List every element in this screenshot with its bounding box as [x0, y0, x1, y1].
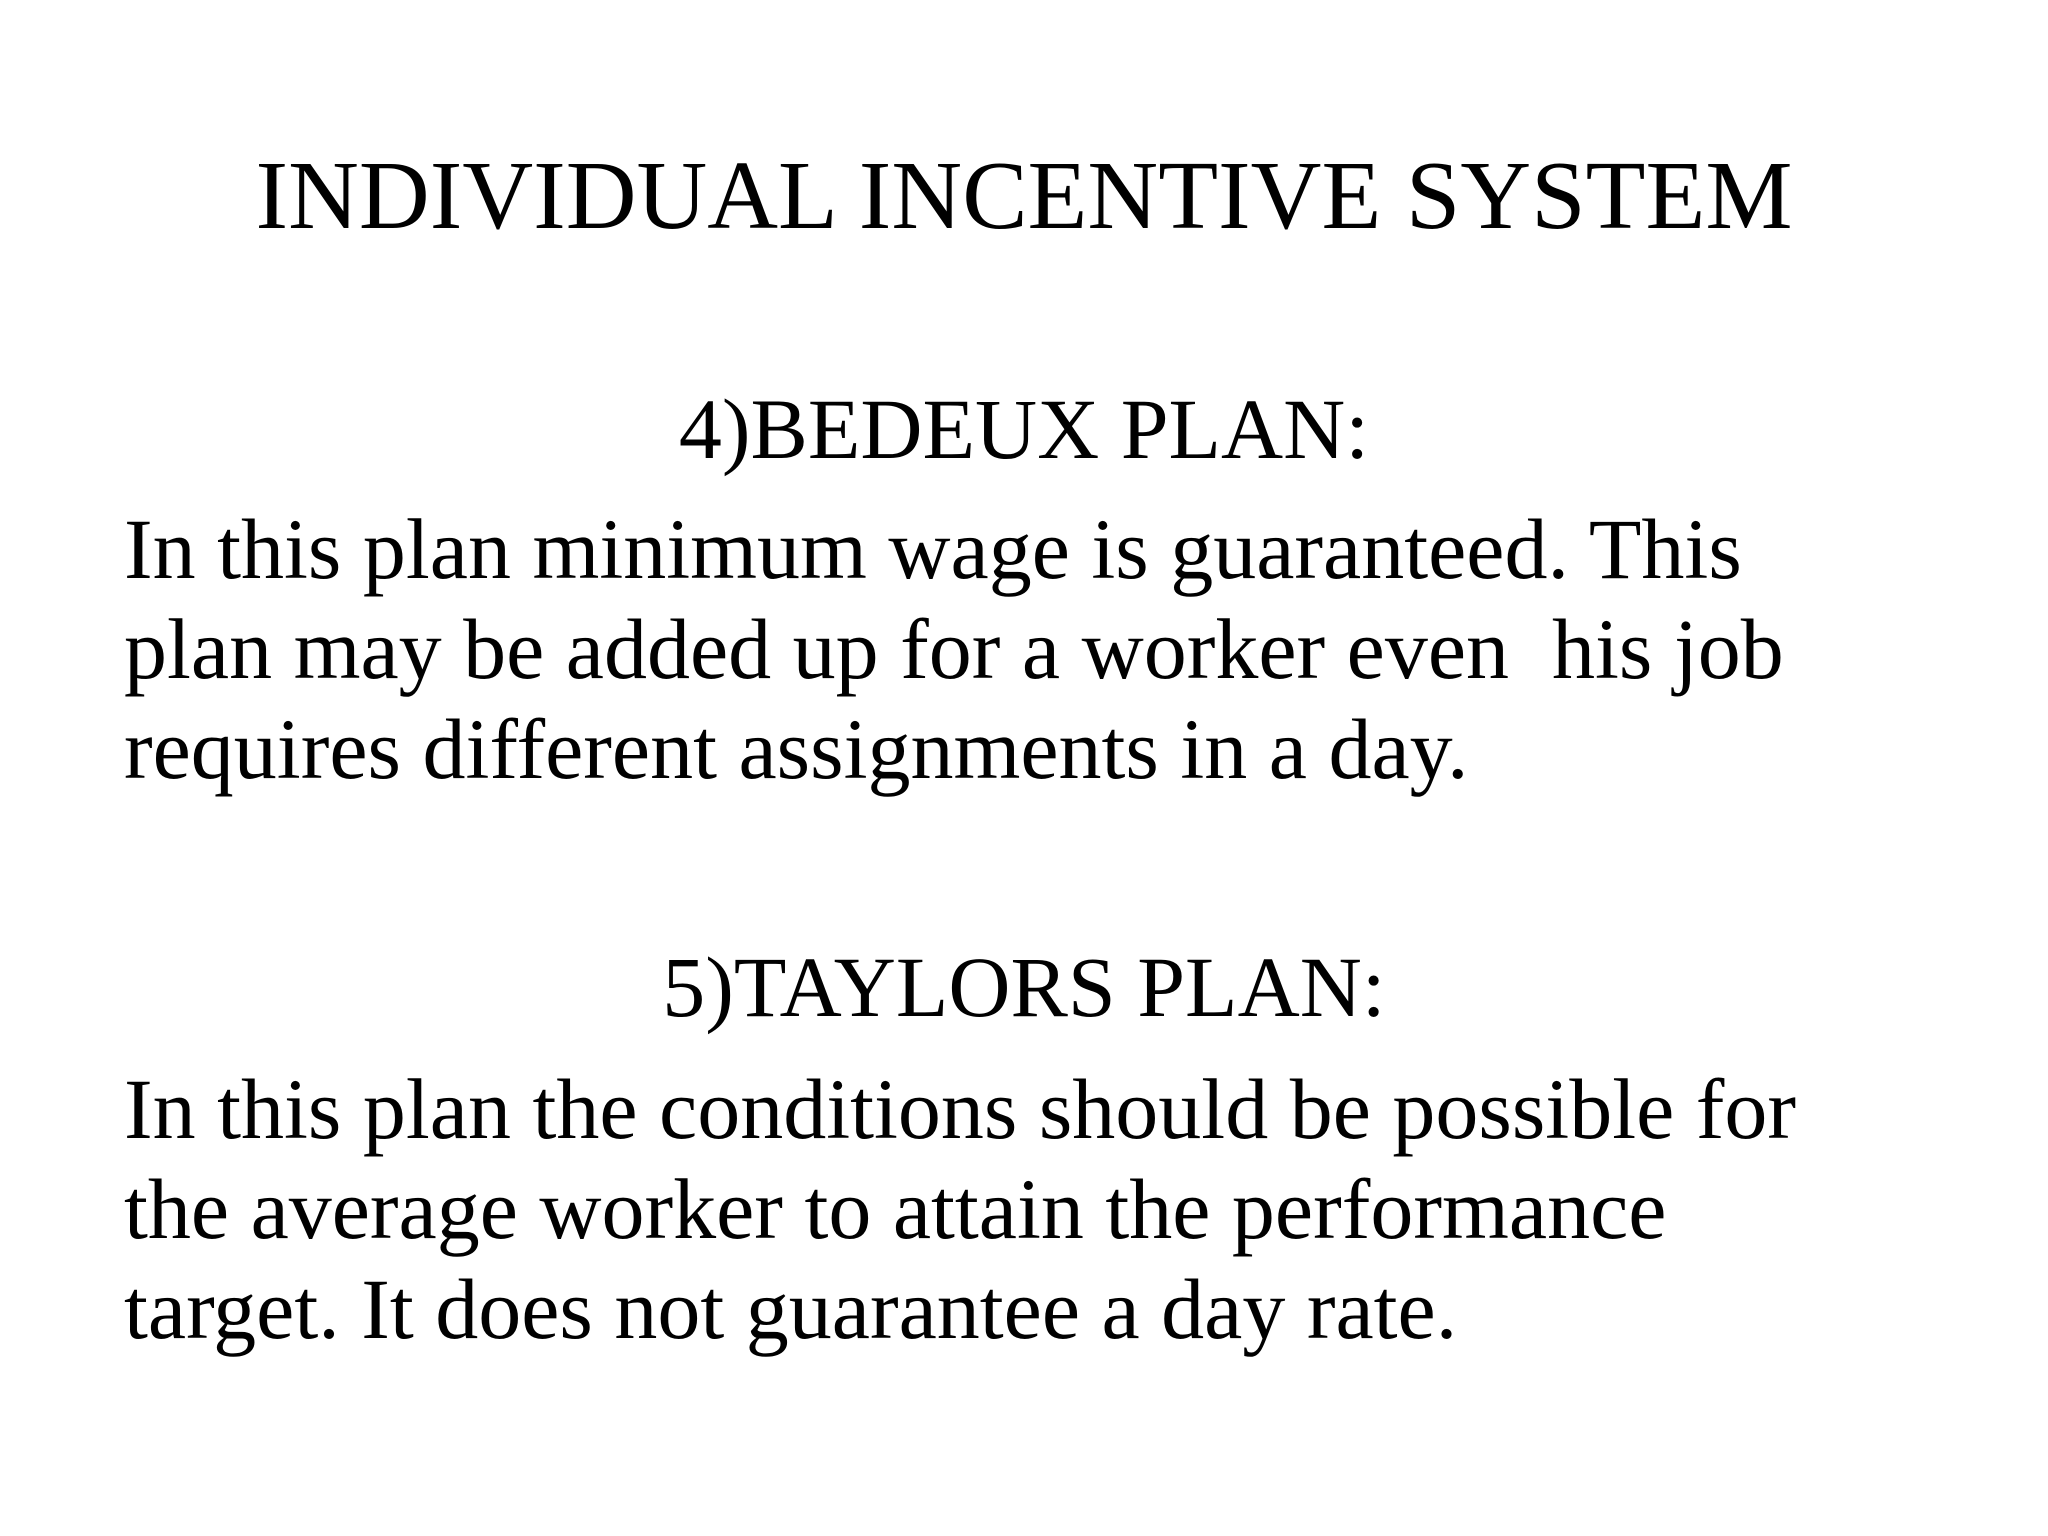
- bedeux-plan-text-line: plan may be added up for a worker even his job: [124, 601, 1784, 697]
- taylors-plan-text-line: the average worker to attain the performance: [124, 1161, 1667, 1257]
- section-heading-bedeux-plan: 4)BEDEUX PLAN:: [678, 381, 1370, 477]
- taylors-plan-text-line: In this plan the conditions should be possible for: [124, 1061, 1797, 1157]
- bedeux-plan-text-line: requires different assignments in a day.: [124, 701, 1469, 797]
- bedeux-plan-text-line: In this plan minimum wage is guaranteed. This: [124, 501, 1742, 597]
- taylors-plan-text-line: target. It does not guarantee a day rate.: [124, 1261, 1458, 1357]
- slide-title: INDIVIDUAL INCENTIVE SYSTEM: [255, 142, 1793, 250]
- section-heading-taylors-plan: 5)TAYLORS PLAN:: [662, 939, 1386, 1035]
